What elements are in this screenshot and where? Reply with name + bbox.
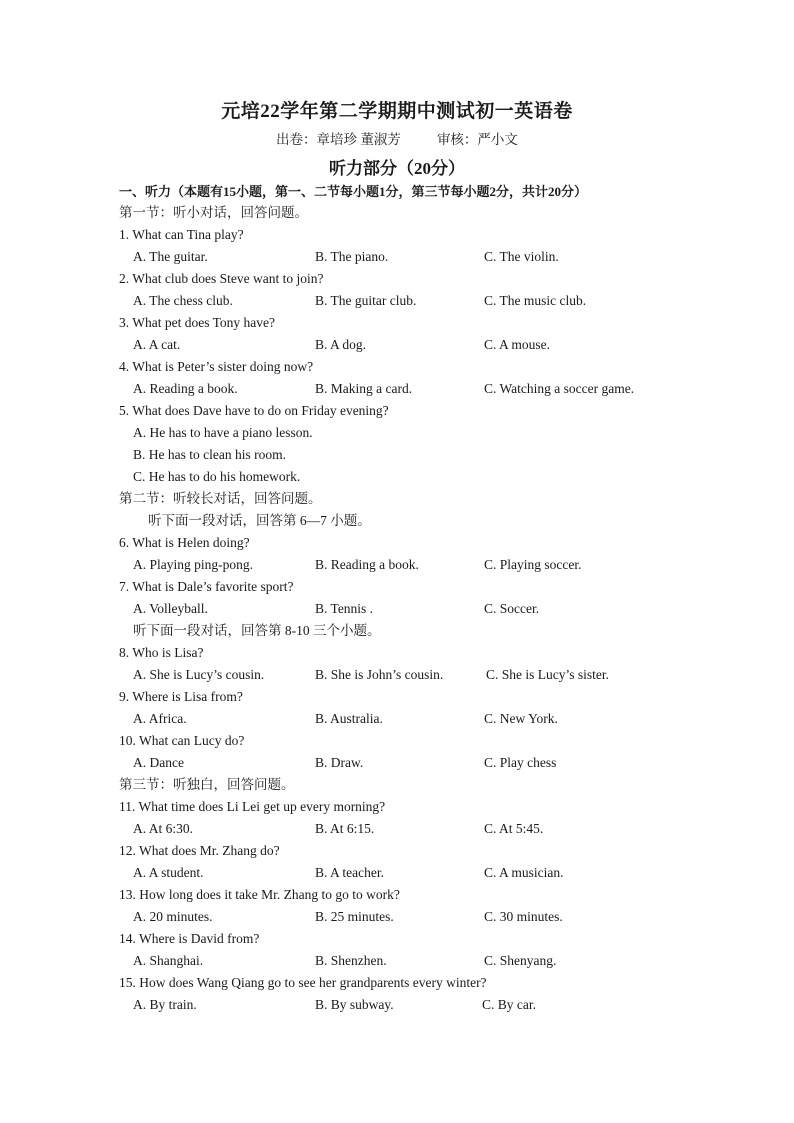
q14-option-b: B. Shenzhen. [315,953,387,968]
question-10: 10. What can Lucy do? [119,733,245,748]
q7-option-a: A. Volleyball. [133,601,208,616]
q11-option-c: C. At 5:45. [484,821,544,836]
q9-option-a: A. Africa. [133,711,187,726]
question-7: 7. What is Dale’s favorite sport? [119,579,294,594]
q15-option-b: B. By subway. [315,997,394,1012]
q11-option-a: A. At 6:30. [133,821,194,836]
question-9: 9. Where is Lisa from? [119,689,243,704]
q10-option-b: B. Draw. [315,755,364,770]
q4-option-a: A. Reading a book. [133,381,238,396]
q4-option-c: C. Watching a soccer game. [484,381,635,396]
question-13: 13. How long does it take Mr. Zhang to go to work? [119,887,400,902]
q12-option-a: A. A student. [133,865,204,880]
section-title: 听力部分（20分） [329,159,465,178]
q6-option-b: B. Reading a book. [315,557,419,572]
q5-option-a: A. He has to have a piano lesson. [133,425,313,440]
q15-option-a: A. By train. [133,997,197,1012]
sec2-heading: 第二节：听较长对话，回答问题。 [119,491,322,506]
sec2-intro-2: 听下面一段对话，回答第 8-10 三个小题。 [133,623,381,638]
q7-option-b: B. Tennis . [315,601,374,616]
q6-option-a: A. Playing ping-pong. [133,557,253,572]
q8-option-b: B. She is John’s cousin. [315,667,444,682]
q1-option-c: C. The violin. [484,249,559,264]
question-12: 12. What does Mr. Zhang do? [119,843,280,858]
question-15: 15. How does Wang Qiang go to see her grandparents every winter? [119,975,487,990]
q12-option-c: C. A musician. [484,865,564,880]
q11-option-b: B. At 6:15. [315,821,375,836]
q10-option-c: C. Play chess [484,755,557,770]
q14-option-c: C. Shenyang. [484,953,557,968]
q12-option-b: B. A teacher. [315,865,384,880]
q7-option-c: C. Soccer. [484,601,540,616]
sec2-intro-1: 听下面一段对话，回答第 6—7 小题。 [148,513,371,528]
q2-option-b: B. The guitar club. [315,293,417,308]
q5-option-b: B. He has to clean his room. [133,447,286,462]
q4-option-b: B. Making a card. [315,381,413,396]
q9-option-c: C. New York. [484,711,558,726]
part-heading: 一、听力（本题有15小题，第一、二节每小题1分，第三节每小题2分，共计20分） [119,184,588,199]
question-5: 5. What does Dave have to do on Friday evening? [119,403,389,418]
question-4: 4. What is Peter’s sister doing now? [119,359,314,374]
q5-option-c: C. He has to do his homework. [133,469,301,484]
q14-option-a: A. Shanghai. [133,953,204,968]
author-names: 出卷：章培珍 董淑芳 [276,132,401,147]
q6-option-c: C. Playing soccer. [484,557,582,572]
q3-option-c: C. A mouse. [484,337,551,352]
question-14: 14. Where is David from? [119,931,260,946]
q3-option-a: A. A cat. [133,337,181,352]
q8-option-c: C. She is Lucy’s sister. [486,667,610,682]
q15-option-c: C. By car. [482,997,536,1012]
q8-option-a: A. She is Lucy’s cousin. [133,667,265,682]
sec1-heading: 第一节：听小对话，回答问题。 [119,205,308,220]
exam-authors [0,128,794,148]
q13-option-c: C. 30 minutes. [484,909,563,924]
q13-option-b: B. 25 minutes. [315,909,394,924]
question-6: 6. What is Helen doing? [119,535,250,550]
question-8: 8. Who is Lisa? [119,645,204,660]
q9-option-b: B. Australia. [315,711,383,726]
q2-option-a: A. The chess club. [133,293,233,308]
question-3: 3. What pet does Tony have? [119,315,276,330]
q1-option-b: B. The piano. [315,249,389,264]
sec3-heading: 第三节：听独白，回答问题。 [119,777,295,792]
question-1: 1. What can Tina play? [119,227,244,242]
question-2: 2. What club does Steve want to join? [119,271,324,286]
q13-option-a: A. 20 minutes. [133,909,213,924]
q2-option-c: C. The music club. [484,293,587,308]
question-11: 11. What time does Li Lei get up every morning? [119,799,386,814]
q3-option-b: B. A dog. [315,337,367,352]
q10-option-a: A. Dance [133,755,184,770]
reviewer-name: 审核：严小文 [436,132,518,147]
q1-option-a: A. The guitar. [133,249,208,264]
exam-title: 元培22学年第二学期期中测试初一英语卷 [221,101,573,122]
